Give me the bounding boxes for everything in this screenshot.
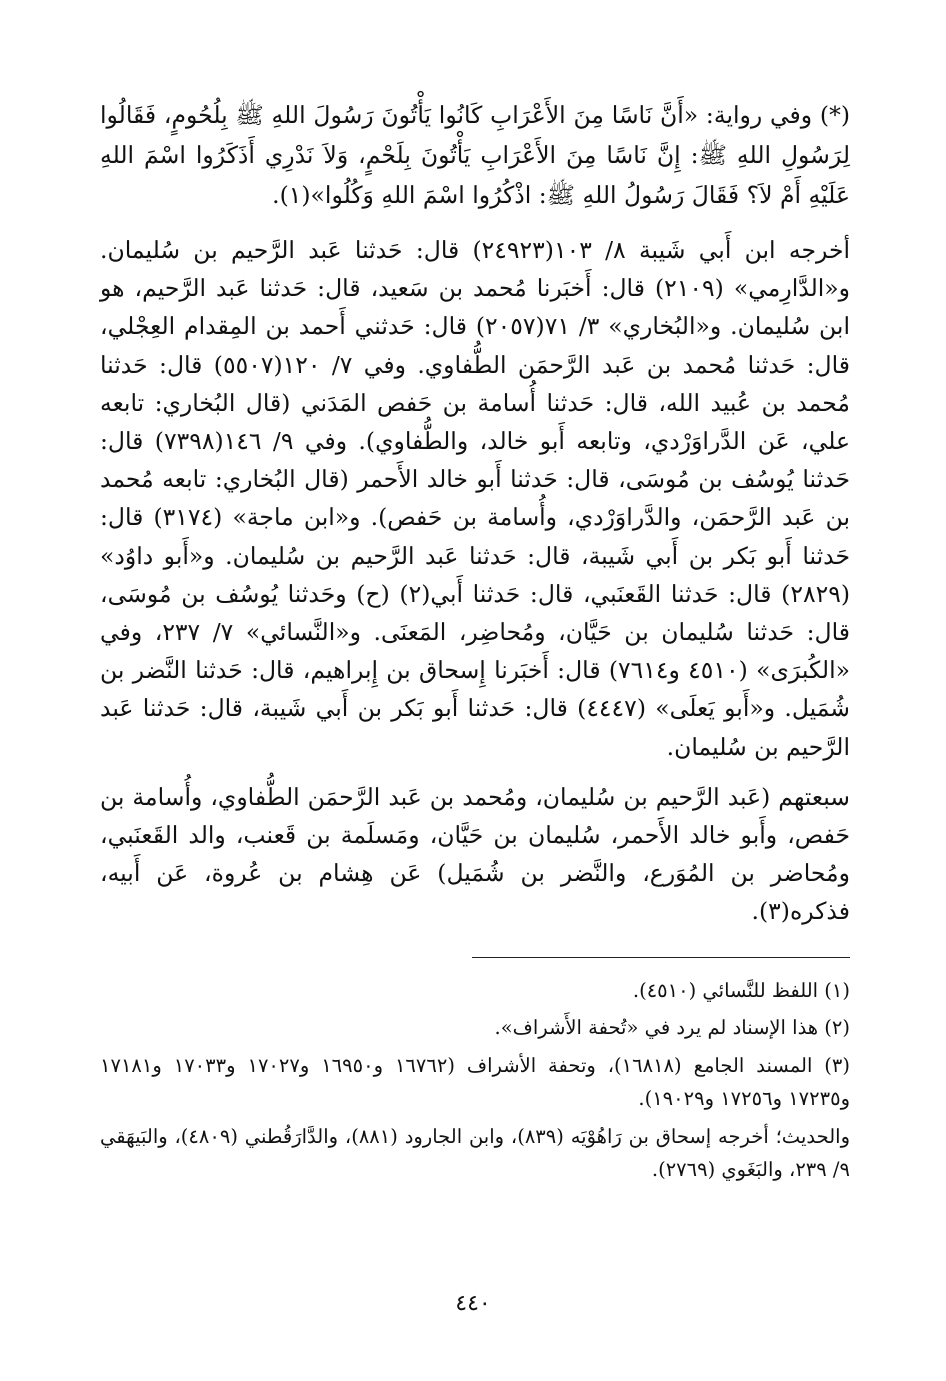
footnote-3: (٣) المسند الجامع (١٦٨١٨)، وتحفة الأشراف (١٦٧٦٢ و١٦٩٥٠ و١٧٠٢٧ و١٧٠٣٣ و١٧١٨١ و١٧٢٣٥ و١٧٢٥٦ و١٩٠٢٩).: [100, 1053, 851, 1111]
page-number: ٤٤٠: [455, 1291, 491, 1316]
narrator-chain-paragraph: سبعتهم (عَبد الرَّحيم بن سُليمان، ومُحمد بن عَبد الرَّحمَن الطُّفاوي، وأُسامة بن حَفص، وأَبو خالد الأَحمر، سُليمان بن حَيَّان، ومَسلَمة بن قَعنب، والد القَعنَبي، ومُحاضر بن المُوَرع، والنَّضر بن شُمَيل) عَن هِشام بن عُروة، عَن أَبيه، فذكره(٣).: [100, 782, 850, 926]
footnote-2: (٢) هذا الإسناد لم يرد في «تُحفة الأَشراف».: [494, 1016, 850, 1040]
hadith-paragraph: (*) وفي رواية: «أَنَّ نَاسًا مِنَ الأَعْرَابِ كَانُوا يَأْتُونَ رَسُولَ اللهِ ﷺ بِلُحُومٍ، فَقَالُوا لِرَسُولِ اللهِ ﷺ: إِنَّ نَاسًا مِنَ الأَعْرَابِ يَأْتُونَ بِلَحْمٍ، وَلاَ نَدْرِي أَذَكَرُوا اسْمَ اللهِ عَلَيْهِ أَمْ لاَ؟ فَقَالَ رَسُولُ اللهِ ﷺ: اذْكُرُوا اسْمَ اللهِ وَكُلُوا»(١).: [100, 101, 850, 209]
footnote-1: (١) اللفظ للنَّسائي (٤٥١٠).: [632, 978, 850, 1002]
footnote-divider: [472, 957, 850, 958]
page-body: [100, 95, 850, 1191]
takhrij-paragraph: أخرجه ابن أَبي شَيبة ٨/ ١٠٣(٢٤٩٢٣) قال: حَدثنا عَبد الرَّحيم بن سُليمان. و«الدَّارِمي» (٢١٠٩) قال: أَخبَرنا مُحمد بن سَعيد، قال: حَدثنا عَبد الرَّحيم، هو ابن سُليمان. و«البُخاري» ٣/ ٧١(٢٠٥٧) قال: حَدثني أَحمد بن المِقدام العِجْلي، قال: حَدثنا مُحمد بن عَبد الرَّحمَن الطُّفاوي. وفي ٧/ ١٢٠(٥٥٠٧) قال: حَدثنا مُحمد بن عُبيد الله، قال: حَدثنا أُسامة بن حَفص المَدَني (قال البُخاري: تابعه علي، عَن الدَّراوَرْدي، وتابعه أَبو خالد، والطُّفاوي). وفي ٩/ ١٤٦(٧٣٩٨) قال: حَدثنا يُوسُف بن مُوسَى، قال: حَدثنا أَبو خالد الأَحمر (قال البُخاري: تابعه مُحمد بن عَبد الرَّحمَن، والدَّراوَرْدي، وأُسامة بن حَفص). و«ابن ماجة» (٣١٧٤) قال: حَدثنا أَبو بَكر بن أَبي شَيبة، قال: حَدثنا عَبد الرَّحيم بن سُليمان. و«أَبو داوُد» (٢٨٢٩) قال: حَدثنا القَعنَبي، قال: حَدثنا أَبي(٢) (ح) وحَدثنا يُوسُف بن مُوسَى، قال: حَدثنا سُليمان بن حَيَّان، ومُحاضِر، المَعنَى. و«النَّسائي» ٧/ ٢٣٧، وفي «الكُبرَى» (٤٥١٠ و٧٦١٤) قال: أَخبَرنا إِسحاق بن إِبراهيم، قال: حَدثنا النَّضر بن شُمَيل. و«أَبو يَعلَى» (٤٤٤٧) قال: حَدثنا أَبو بَكر بن أَبي شَيبة، قال: حَدثنا عَبد الرَّحيم بن سُليمان.: [100, 236, 851, 761]
footnote-3-continued: والحديث؛ أخرجه إسحاق بن رَاهُوْيَه (٨٣٩)، وابن الجارود (٨٨١)، والدَّارَقُطني (٤٨٠٩)، والبَيهَقي ٩/ ٢٣٩، والبَغَوي (٢٧٦٩).: [100, 1124, 850, 1182]
